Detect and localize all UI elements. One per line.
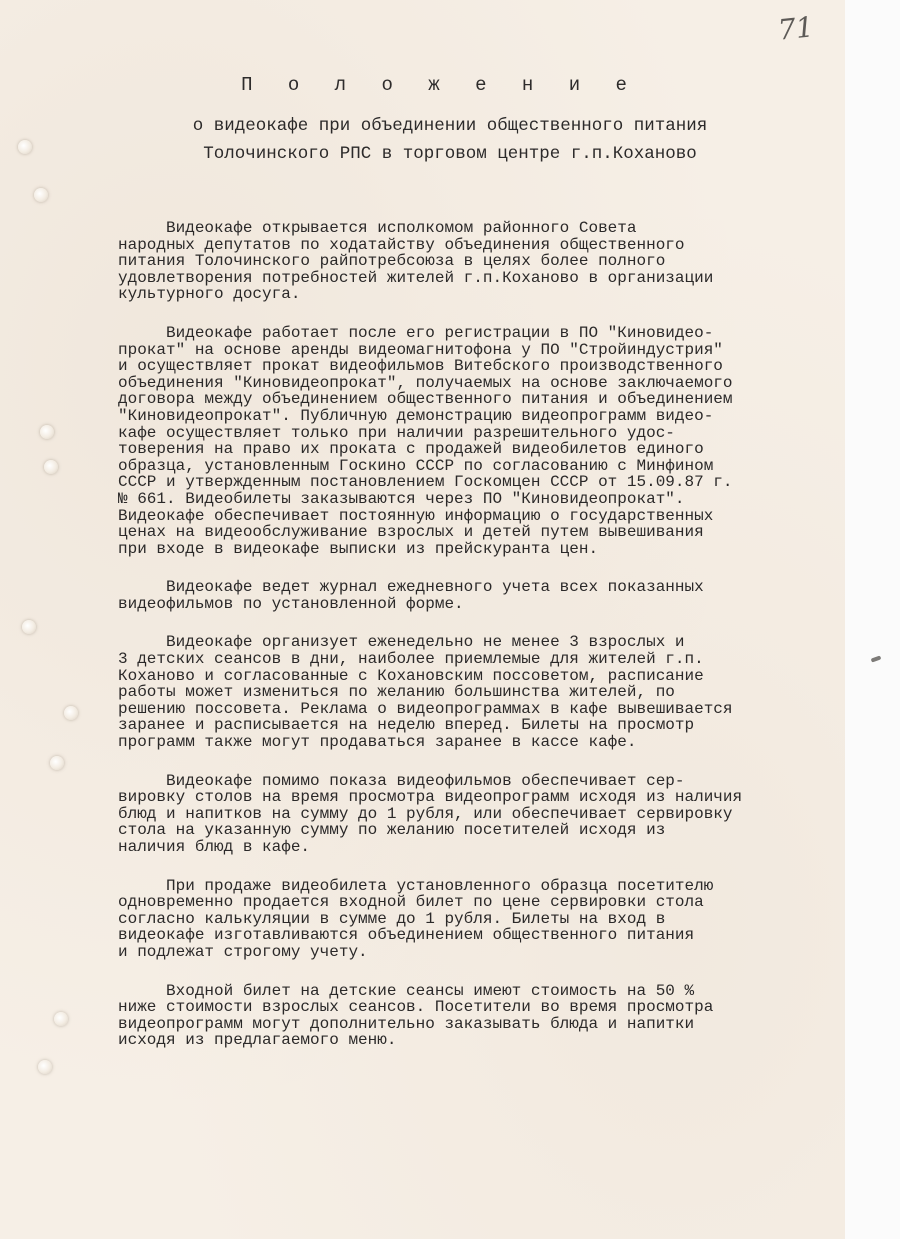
text-line: Видеокафе обеспечивает постоянную информацию о государственных [118,506,714,525]
punch-hole [64,706,78,720]
text-line: Видеокафе открывается исполкомом районного Совета [118,219,637,237]
text-line: объединения "Киновидеопрокат", получаемых на основе заключаемого [118,373,733,392]
text-line: культурного досуга. [118,285,301,304]
text-line: № 661. Видеобилеты заказываются через ПО "Киновидеопрокат". [118,489,685,508]
text-line: товерения на право их проката с продажей видеобилетов единого [118,440,704,459]
paragraph [118,773,823,856]
page-number: 71 [776,10,816,47]
text-line: СССР и утвержденным постановлением Госкомцен СССР от 15.09.87 г. [118,473,733,492]
text-line: стола на указанную сумму по желанию посетителей исходя из [118,821,666,840]
document-body [118,220,823,1071]
punch-hole [44,460,58,474]
text-line: питания Толочинского райпотребсоюза в целях более полного [118,252,666,271]
punch-hole [34,188,48,202]
text-line: видеокафе изготавливаются объединением общественного питания [118,926,695,945]
punch-hole [38,1060,52,1074]
text-line: работы может измениться по желанию большинства жителей, по [118,683,675,702]
text-line: Видеокафе работает после его регистрации в ПО "Киновидео- [118,323,714,342]
punch-hole [22,620,36,634]
text-line: одновременно продается входной билет по цене сервировки стола [118,893,704,912]
text-line: При продаже видеобилета установленного образца посетителю [118,876,714,895]
text-line: при входе в видеокафе выписки из прейскуранта цен. [118,539,599,558]
text-line: ценах на видеообслуживание взрослых и детей путем вывешивания [118,523,704,542]
paragraph [118,325,823,557]
text-line: вировку столов на время просмотра видеопрограмм исходя из наличия [118,788,743,807]
scan-speck [871,655,882,662]
text-line: прокат" на основе аренды видеомагнитофона у ПО "Стройиндустрия" [118,340,723,359]
paragraph [118,634,823,750]
punch-hole [40,425,54,439]
text-line: образца, установленным Госкино СССР по согласованию с Минфином [118,456,714,475]
document-title: П о л о ж е н и е [241,74,639,96]
text-line: договора между объединением общественного питания и объединением [118,390,733,409]
text-line: народных депутатов по ходатайству объединения общественного [118,235,685,254]
text-line: решению поссовета. Реклама о видеопрограммах в кафе вывешивается [118,699,733,718]
text-line: исходя из предлагаемого меню. [118,1031,397,1050]
text-line: Входной билет на детские сеансы имеют стоимость на 50 % [118,981,695,1000]
punch-hole [54,1012,68,1026]
text-line: и подлежат строгому учету. [118,942,368,961]
text-line: заранее и расписывается на неделю вперед. Билеты на просмотр [118,716,695,735]
text-line: Видеокафе организует еженедельно не менее 3 взрослых и [118,633,685,652]
punch-hole [50,756,64,770]
text-line: Видеокафе помимо показа видеофильмов обеспечивает сер- [118,771,685,790]
text-line: Видеокафе ведет журнал ежедневного учета всех показанных [118,578,704,597]
paragraph [118,878,823,961]
punch-hole [18,140,32,154]
paragraph [118,983,823,1049]
document-subtitle-line: о видеокафе при объединении общественного питания [192,116,708,136]
text-line: программ также могут продаваться заранее в кассе кафе. [118,733,637,752]
text-line: кафе осуществляет только при наличии разрешительного удос- [118,423,675,442]
text-line: "Киновидеопрокат". Публичную демонстрацию видеопрограмм видео- [118,406,714,425]
text-line: ниже стоимости взрослых сеансов. Посетители во время просмотра [118,998,714,1017]
text-line: блюд и напитков на сумму до 1 рубля, или обеспечивает сервировку [118,804,733,823]
text-line: Коханово и согласованные с Кохановским поссоветом, расписание [118,666,704,685]
scan-margin [845,0,900,1239]
text-line: наличия блюд в кафе. [118,838,311,856]
paragraph [118,579,823,612]
text-line: видеофильмов по установленной форме. [118,594,464,613]
document-subtitle-line: Толочинского РПС в торговом центре г.п.Коханово [203,144,697,164]
text-line: и осуществляет прокат видеофильмов Витебского производственного [118,357,723,376]
text-line: согласно калькуляции в сумме до 1 рубля. Билеты на вход в [118,909,666,928]
paragraph [118,220,823,303]
text-line: видеопрограмм могут дополнительно заказывать блюда и напитки [118,1014,695,1033]
text-line: 3 детских сеансов в дни, наиболее приемлемые для жителей г.п. [118,650,704,669]
text-line: удовлетворения потребностей жителей г.п.Коханово в организации [118,268,714,287]
